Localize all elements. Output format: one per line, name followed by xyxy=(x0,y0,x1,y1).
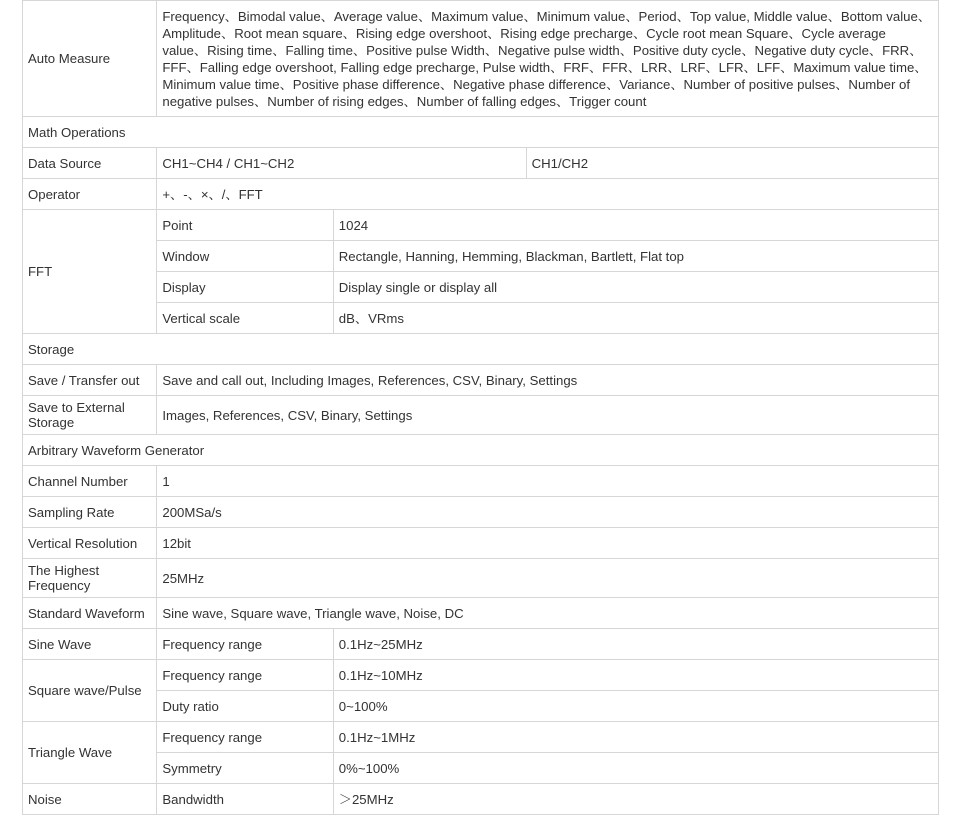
spec-table xyxy=(22,0,939,815)
row-fft-display xyxy=(23,272,939,303)
vertical-resolution-value: 12bit xyxy=(157,528,939,559)
row-storage xyxy=(23,334,939,365)
save-transfer-label: Save / Transfer out xyxy=(23,365,157,396)
noise-label: Noise xyxy=(23,784,157,815)
sine-wave-value: 0.1Hz~25MHz xyxy=(333,629,938,660)
row-operator xyxy=(23,179,939,210)
highest-frequency-label: The Highest Frequency xyxy=(23,559,157,598)
triangle-symmetry-name: Symmetry xyxy=(157,753,333,784)
fft-vertical-scale-value: dB、VRms xyxy=(333,303,938,334)
square-duty-value: 0~100% xyxy=(333,691,938,722)
triangle-wave-label: Triangle Wave xyxy=(23,722,157,784)
row-math-operations xyxy=(23,117,939,148)
row-save-external xyxy=(23,396,939,435)
save-external-label: Save to External Storage xyxy=(23,396,157,435)
data-source-value-a: CH1~CH4 / CH1~CH2 xyxy=(157,148,526,179)
row-data-source xyxy=(23,148,939,179)
row-channel-number xyxy=(23,466,939,497)
row-noise xyxy=(23,784,939,815)
row-fft-window xyxy=(23,241,939,272)
square-frequency-name: Frequency range xyxy=(157,660,333,691)
sine-wave-name: Frequency range xyxy=(157,629,333,660)
noise-value: ＞25MHz xyxy=(333,784,938,815)
row-triangle-symmetry xyxy=(23,753,939,784)
auto-measure-value: Frequency、Bimodal value、Average value、Maximum value、Minimum value、Period、Top value, Middle value、Bottom value、Amplitude、Root mean square、Rising edge overshoot、Rising edge precharge、Cycle root mean Square、Cycle average value、Rising time、Falling time、Positive pulse Width、Negative pulse width、Positive duty cycle、Negative duty cycle、FRR、FFF、Falling edge overshoot, Falling edge precharge, Pulse width、FRF、FFR、LRR、LRF、LFR、LFF、Maximum value time、Minimum value time、Positive phase difference、Negative phase difference、Variance、Number of positive pulses、Number of negative pulses、Number of rising edges、Number of falling edges、Trigger count xyxy=(157,1,939,117)
auto-measure-label: Auto Measure xyxy=(23,1,157,117)
row-highest-frequency xyxy=(23,559,939,598)
vertical-resolution-label: Vertical Resolution xyxy=(23,528,157,559)
operator-label: Operator xyxy=(23,179,157,210)
fft-point-name: Point xyxy=(157,210,333,241)
row-fft-vertical-scale xyxy=(23,303,939,334)
standard-waveform-value: Sine wave, Square wave, Triangle wave, Noise, DC xyxy=(157,598,939,629)
sampling-rate-label: Sampling Rate xyxy=(23,497,157,528)
highest-frequency-value: 25MHz xyxy=(157,559,939,598)
data-source-label: Data Source xyxy=(23,148,157,179)
square-frequency-value: 0.1Hz~10MHz xyxy=(333,660,938,691)
fft-window-value: Rectangle, Hanning, Hemming, Blackman, Bartlett, Flat top xyxy=(333,241,938,272)
awg-heading: Arbitrary Waveform Generator xyxy=(23,435,939,466)
save-external-value: Images, References, CSV, Binary, Settings xyxy=(157,396,939,435)
operator-value: +、-、×、/、FFT xyxy=(157,179,939,210)
row-awg xyxy=(23,435,939,466)
save-transfer-value: Save and call out, Including Images, References, CSV, Binary, Settings xyxy=(157,365,939,396)
row-vertical-resolution xyxy=(23,528,939,559)
row-fft-point xyxy=(23,210,939,241)
row-sampling-rate xyxy=(23,497,939,528)
standard-waveform-label: Standard Waveform xyxy=(23,598,157,629)
row-sine-wave xyxy=(23,629,939,660)
square-duty-name: Duty ratio xyxy=(157,691,333,722)
storage-heading: Storage xyxy=(23,334,939,365)
row-square-frequency xyxy=(23,660,939,691)
fft-point-value: 1024 xyxy=(333,210,938,241)
fft-window-name: Window xyxy=(157,241,333,272)
row-standard-waveform xyxy=(23,598,939,629)
channel-number-value: 1 xyxy=(157,466,939,497)
square-wave-label: Square wave/Pulse xyxy=(23,660,157,722)
row-save-transfer xyxy=(23,365,939,396)
noise-name: Bandwidth xyxy=(157,784,333,815)
triangle-symmetry-value: 0%~100% xyxy=(333,753,938,784)
channel-number-label: Channel Number xyxy=(23,466,157,497)
fft-vertical-scale-name: Vertical scale xyxy=(157,303,333,334)
sampling-rate-value: 200MSa/s xyxy=(157,497,939,528)
fft-display-name: Display xyxy=(157,272,333,303)
fft-display-value: Display single or display all xyxy=(333,272,938,303)
triangle-frequency-value: 0.1Hz~1MHz xyxy=(333,722,938,753)
fft-label: FFT xyxy=(23,210,157,334)
math-operations-heading: Math Operations xyxy=(23,117,939,148)
sine-wave-label: Sine Wave xyxy=(23,629,157,660)
row-square-duty xyxy=(23,691,939,722)
data-source-value-b: CH1/CH2 xyxy=(526,148,938,179)
row-auto-measure xyxy=(23,1,939,117)
triangle-frequency-name: Frequency range xyxy=(157,722,333,753)
row-triangle-frequency xyxy=(23,722,939,753)
